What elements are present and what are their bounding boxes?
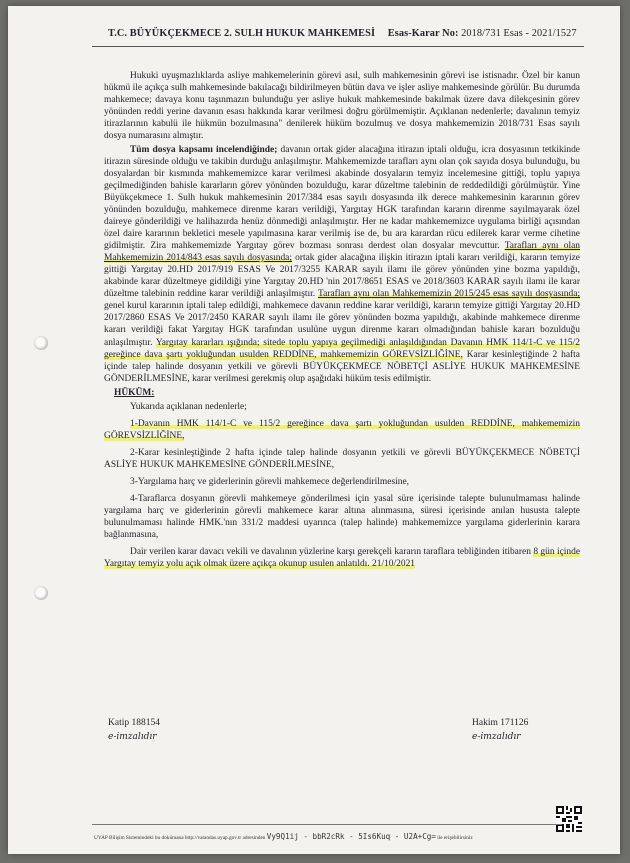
clerk-signature xyxy=(108,718,160,742)
verdict-final-text: Dair verilen karar davacı vekili ve davalının yüzlerine karşı gerekçeli kararın taraflara tebliğinden itibaren xyxy=(130,547,534,558)
court-name: T.C. BÜYÜKÇEKMECE 2. SULH HUKUK MAHKEMESİ xyxy=(108,28,376,39)
paragraph-2-text-c: genel kurul kararının iptali talep edildiği, mahkemece davanın reddine karar verildiği, kararın temyize gittiği Yargıtay 20.HD 2017/2860 ESAS Ve 2017/2450 KARAR sayılı ilamı ile görev yönünden bozma yapıldığı, akabinde mahkemece direnme kararı verildiği fakat Yargıtay HGK tarafından usulüne uygun direnme kararı olmadığından bahisle kararı bozulduğu anlaşılmıştır. xyxy=(104,301,580,348)
footer-suffix: ile erişebilirsiniz xyxy=(437,835,473,841)
judge-signature xyxy=(472,718,528,742)
highlight-conclusion: Yargıtay kararları ışığında; sitede toplu yapıya geçilmediği anlaşıldığından Davanın HMK 114/1-C ve 115/2 gereğince dava şartı yokluğundan usulden REDDİNE, mahkememizin GÖREVSİZLİĞİNE, xyxy=(104,337,580,360)
paragraph-2 xyxy=(104,144,580,385)
document-page xyxy=(8,6,620,854)
verdict-final xyxy=(104,546,580,570)
punch-hole-icon xyxy=(34,586,48,600)
highlight-2014-843: Tarafları aynı olan Mahkememizin 2014/843 esas sayılı dosyasında; xyxy=(104,241,580,264)
verdict-item-1-text: 1-Davanın HMK 114/1-C ve 115/2 gereğince dava şartı yokluğundan usulden REDDİNE, mahkememizin GÖREVSİZLİĞİNE, xyxy=(104,418,580,441)
verdict-item-4: 4-Taraflarca dosyanın görevli mahkemeye gönderilmesi için yasal süre içerisinde talepte bulunulmaması halinde yargılama harç ve giderlerinin görevli mahkemece karar altına alınmasına, süresi içerisinde anılan hususta talepte bulunulmaması halinde HMK.'nın 331/2 maddesi uyarınca (talep halinde) mahkememizce yargılama giderlerinin karara bağlanmasına, xyxy=(104,494,580,541)
paragraph-2-text-a: davanın ortak gider alacağına itirazın iptali olduğu, icra dosyasının tetkikinde itirazın süresinde olduğu ve takibin durduğu anlaşılmıştır. Mahkememizde tarafları aynı olan çok sayıda dosya bulunduğu, bu dosyalardan bir kısmında mahkememizce karar verilmesi akabinde dosyaların temyiz incelemesine gittiği, toplu yapıya geçilmediğinden bahisle kararların görev yönünden bozulduğu, karar düzeltme talebinin de reddedildiği görülmüştür. Yine Büyükçekmece 1. Sulh hukuk mahkemesinin 2017/384 esas sayılı dosyasında ilk derece mahkemesinin kararının görev yönünden bozulduğu, mahkemece direnme kararı verildiği, Yargıtay HGK tarafından kararın direnme sayılmayarak özel daireye gönderildiği ve halihazırda henüz dönmediği anlaşılmıştır. Her ne kadar mahkememizce uygulama birliği açısından özel daire kararının bekletici mesele yapılmasına karar verilmiş ise de, bu ara karardan rücu edilerek karar verme cihetine gidilmiştir. Zira mahkememizde Yargıtay görev bozması sonrası derdest olan dosyalar mevcuttur. xyxy=(104,144,580,252)
paragraph-2-lead: Tüm dosya kapsamı incelendiğinde; xyxy=(130,144,278,155)
paragraph-1: Hukuki uyuşmazlıklarda asliye mahkemelerinin görevi asıl, sulh mahkemesinin görevi ise istisnadır. Özel bir kanun hükmü ile açıkça sulh mahkemesinde bakılacağı bildirilmeyen bütün dava ve işler asliye mahkemesinde görülür. Bu durumda mahkemece; davaya konu taşınmazın bulunduğu yer asliye hukuk mahkemesinde bakılmak üzere dava dilekçesinin görev yönünden reddi yerine davanın esası hakkında karar verilmesi doğru görülmemiştir. Açıklanan nedenlerle; davalının temyiz itirazlarının kabulü ile hükmün bozulmasına" denilerek hüküm bozulmuş ve dosya mahkememizin 2018/731 Esas sayılı dosya numarasını almıştır. xyxy=(104,71,580,142)
judge-id: Hakim 171126 xyxy=(472,718,529,728)
esas-label: Esas-Karar No: xyxy=(387,28,459,39)
verdict-intro: Yukarıda açıklanan nedenlerle; xyxy=(130,401,247,412)
judge-e-signed: e-imzalıdır xyxy=(472,732,521,742)
verdict-item-2: 2-Karar kesinleştiğinde 2 hafta içinde talep halinde dosyanın yetkili ve görevli BÜYÜKÇEKMECE NÖBETÇİ ASLİYE HUKUK MAHKEMESİNE GÖNDERİLMESİNE, xyxy=(104,447,580,470)
document-header xyxy=(108,28,577,39)
footer-rule xyxy=(92,824,562,825)
paragraph-2-text-d: Karar kesinleştiğinde 2 hafta içinde talep halinde dosyanın yetkili ve görevli BÜYÜKÇEKMECE NÖBETÇİ ASLİYE HUKUK MAHKEMESİNE GÖNDERİLMESİNE, karar verilmesi gerekmiş olup aşağıdaki hüküm tesis edilmiştir. xyxy=(104,349,580,384)
punch-hole-icon xyxy=(34,336,48,350)
footer-text: UYAP Bilişim Sistemindeki bu dokümana http://vatandas.uyap.gov.tr adresinden xyxy=(94,835,266,841)
paragraph-2-text-b: ortak gider alacağına ilişkin itirazın iptali kararı verildiği, kararın temyize gittiği Yargıtay 20.HD 2017/919 ESAS Ve 2017/3255 KARAR sayılı ilamı ile görev yönünden yine bozma yapıldığı, akabinde karar düzeltmeye gidildiği yine Yargıtay 20.HD 'nin 2017/8651 ESAS ve 2018/3603 KARAR sayılı ilamı ile karar düzeltme talebinin reddine karar verildiği anlaşılmıştır. xyxy=(104,253,580,300)
verification-code: Vy9Q1ij - bbR2cRk - 5Is6Kuq - U2A+Cg= xyxy=(266,832,436,841)
esas-value: 2018/731 Esas - 2021/1527 xyxy=(461,28,577,39)
footer xyxy=(94,832,534,841)
clerk-id: Katip 188154 xyxy=(108,718,160,728)
header-rule xyxy=(92,46,584,47)
verdict-item-1 xyxy=(104,418,580,442)
document-body xyxy=(104,70,580,575)
verdict-item-3: 3-Yargılama harç ve giderlerinin görevli mahkemece değerlendirilmesine, xyxy=(130,477,410,487)
verdict-block xyxy=(104,401,580,571)
clerk-e-signed: e-imzalıdır xyxy=(108,732,157,742)
verdict-title: HÜKÜM: xyxy=(114,387,155,398)
qr-code-icon xyxy=(556,806,582,832)
highlight-2015-245: Tarafları aynı olan Mahkememizin 2015/245 esas sayılı dosyasında; xyxy=(318,289,581,300)
verdict-final-highlight: 8 gün içinde Yargıtay temyiz yolu açık olmak üzere açıkça okunup usulen anlatıldı. 21/10/2021 xyxy=(104,547,581,570)
